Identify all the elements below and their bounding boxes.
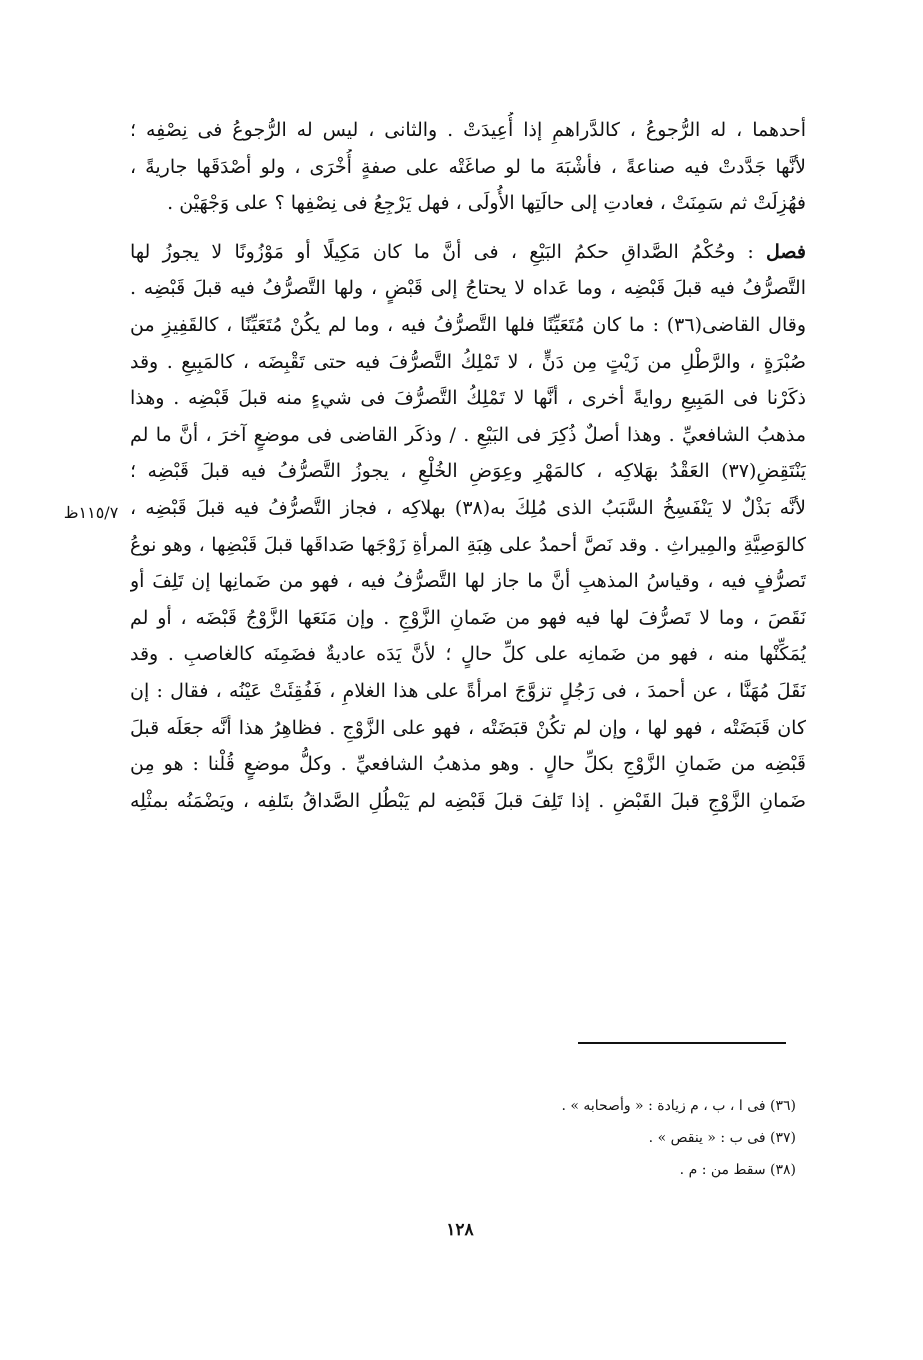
footnote: (٣٨) سقط من : م . [679, 1162, 796, 1178]
text-line: قَبْضِه من ضَمانِ الزَّوْجِ بكلِّ حالٍ . وهو مذهبُ الشافعيِّ . وكلُّ موضعٍ قُلْنا : هو مِن [130, 753, 806, 776]
paragraph-2 [130, 234, 806, 820]
footnote-separator [578, 1042, 786, 1044]
margin-reference: ١١٥/٧ظ [63, 503, 119, 522]
text-line: لأنَّه بَذْلٌ لا يَنْفَسِخُ السَّبَبُ الذى مُلِكَ به(٣٨) بهلاكِه ، فجاز التَّصرُّفُ فيه قبلَ قَبْضِه ، [130, 496, 806, 519]
text-line: نَقَصَ ، وما لا تَصرُّفَ لها فيه فهو من ضَمانِ الزَّوْجِ . وإن مَنَعَها الزَّوْجُ قَبْضَه ، أو لم [130, 606, 806, 629]
paragraph-1 [130, 112, 806, 222]
text-line: ذكَرْنا فى المَبِيعِ روايةً أخرى ، أنَّها لا تَمْلِكُ التَّصرُّفَ فى شيءٍ منه قبلَ قَبْضِه . وهذا [130, 387, 806, 410]
footnote: (٣٧) فى ب : « ينقص » . [648, 1130, 796, 1146]
text-line: أحدهما ، له الرُّجوعُ ، كالدَّراهمِ إذا أُعِيدَتْ . والثانى ، ليس له الرُّجوعُ فى نِصْفِه ؛ [130, 119, 806, 141]
text-line: صُبْرَةٍ ، والرَّطْلِ من زَيْتٍ مِن دَنٍّ ، لا تَمْلِكُ التَّصرُّفَ فيه حتى تَقْبِضَه ، كالمَبِيعِ . وقد [130, 350, 806, 373]
text-line-with-heading [130, 234, 806, 271]
text-line: تَصرُّفٍ فيه ، وقياسُ المذهبِ أنَّ ما جاز لها التَّصرُّفُ فيه ، فهو من ضَمانِها إن تَلِفَ أو [130, 570, 806, 593]
text-line: فهُزِلَتْ ثم سَمِنَتْ ، فعادتِ إلى حالَتِها الأُولَى ، فهل يَرْجِعُ فى نِصْفِها ؟ على وَجْهَيْن . [167, 192, 806, 215]
page-number: ١٢٨ [446, 1220, 474, 1240]
main-text [130, 112, 806, 819]
text-line: ضَمانِ الزَّوْجِ قبلَ القَبْضِ . إذا تَلِفَ قبلَ قَبْضِه لم يَبْطُلِ الصَّداقُ بتَلفِه ، ويَضْمَنُه بمثْلِه [130, 789, 806, 812]
section-heading: فصل [766, 240, 806, 263]
text-line: وقال القاضى(٣٦) : ما كان مُتَعَيِّنًا فلها التَّصرُّفُ فيه ، وما لم يكُنْ مُتَعَيِّنًا ، كالقَفِيزِ من [130, 313, 806, 336]
footnote: (٣٦) فى ا ، ب ، م زيادة : « وأصحابه » . [561, 1098, 796, 1114]
text-line: كان قَبَضَتْه ، فهو لها ، وإن لم تكُنْ قبَضَتْه ، فهو على الزَّوْجِ . فظاهِرُ هذا أنَّه جعَلَه قبلَ [130, 716, 806, 739]
text-line: نَقَلَ مُهَنَّا ، عن أحمدَ ، فى رَجُلٍ تزوَّجَ امرأةً على هذا الغلامِ ، فَفُقِئَتْ عَيْنُه ، فقال : إن [130, 679, 806, 702]
text-line: يَنْتَقِضِ(٣٧) العَقْدُ بهَلاكِه ، كالمَهْرِ وعِوَضِ الخُلْعِ ، يجوزُ التَّصرُّفُ فيه قبلَ قَبْضِه ؛ [130, 460, 806, 483]
text-line: يُمَكِّنْها منه ، فهو من ضَمانِه على كلِّ حالٍ ؛ لأنَّ يَدَه عاديةٌ فضَمِنَه كالغاصبِ . وقد [130, 643, 806, 666]
paragraph-gap [130, 222, 806, 234]
text-line: كالوَصِيَّةِ والمِيراثِ . وقد نَصَّ أحمدُ على هِبَةِ المرأةِ زَوْجَها صَداقَها قبلَ قَبْضِها ، وهو نوعُ [130, 533, 806, 556]
text-line: مذهبُ الشافعيِّ . وهذا أصلٌ ذُكِرَ فى البَيْعِ . / وذكَر القاضى فى موضعٍ آخرَ ، أنَّ ما لم [130, 423, 806, 446]
text-line: لأنَّها جَدَّدتْ فيه صناعةً ، فأشْبَهَ ما لو صاغَتْه على صفةٍ أُخْرَى ، ولو أصْدَقَها جاريةً ، [130, 155, 806, 178]
text-line: التَّصرُّفُ فيه قبلَ قَبْضِه ، وما عَداه لا يحتاجُ إلى قَبْضٍ ، ولها التَّصرُّفُ فيه قبلَ قَبْضِه . [130, 277, 806, 300]
footnotes [420, 1090, 796, 1186]
text-line-rest: : وحُكْمُ الصَّداقِ حكمُ البَيْعِ ، فى أنَّ ما كان مَكِيلًا أو مَوْزُونًا لا يجوزُ لها [130, 240, 767, 263]
